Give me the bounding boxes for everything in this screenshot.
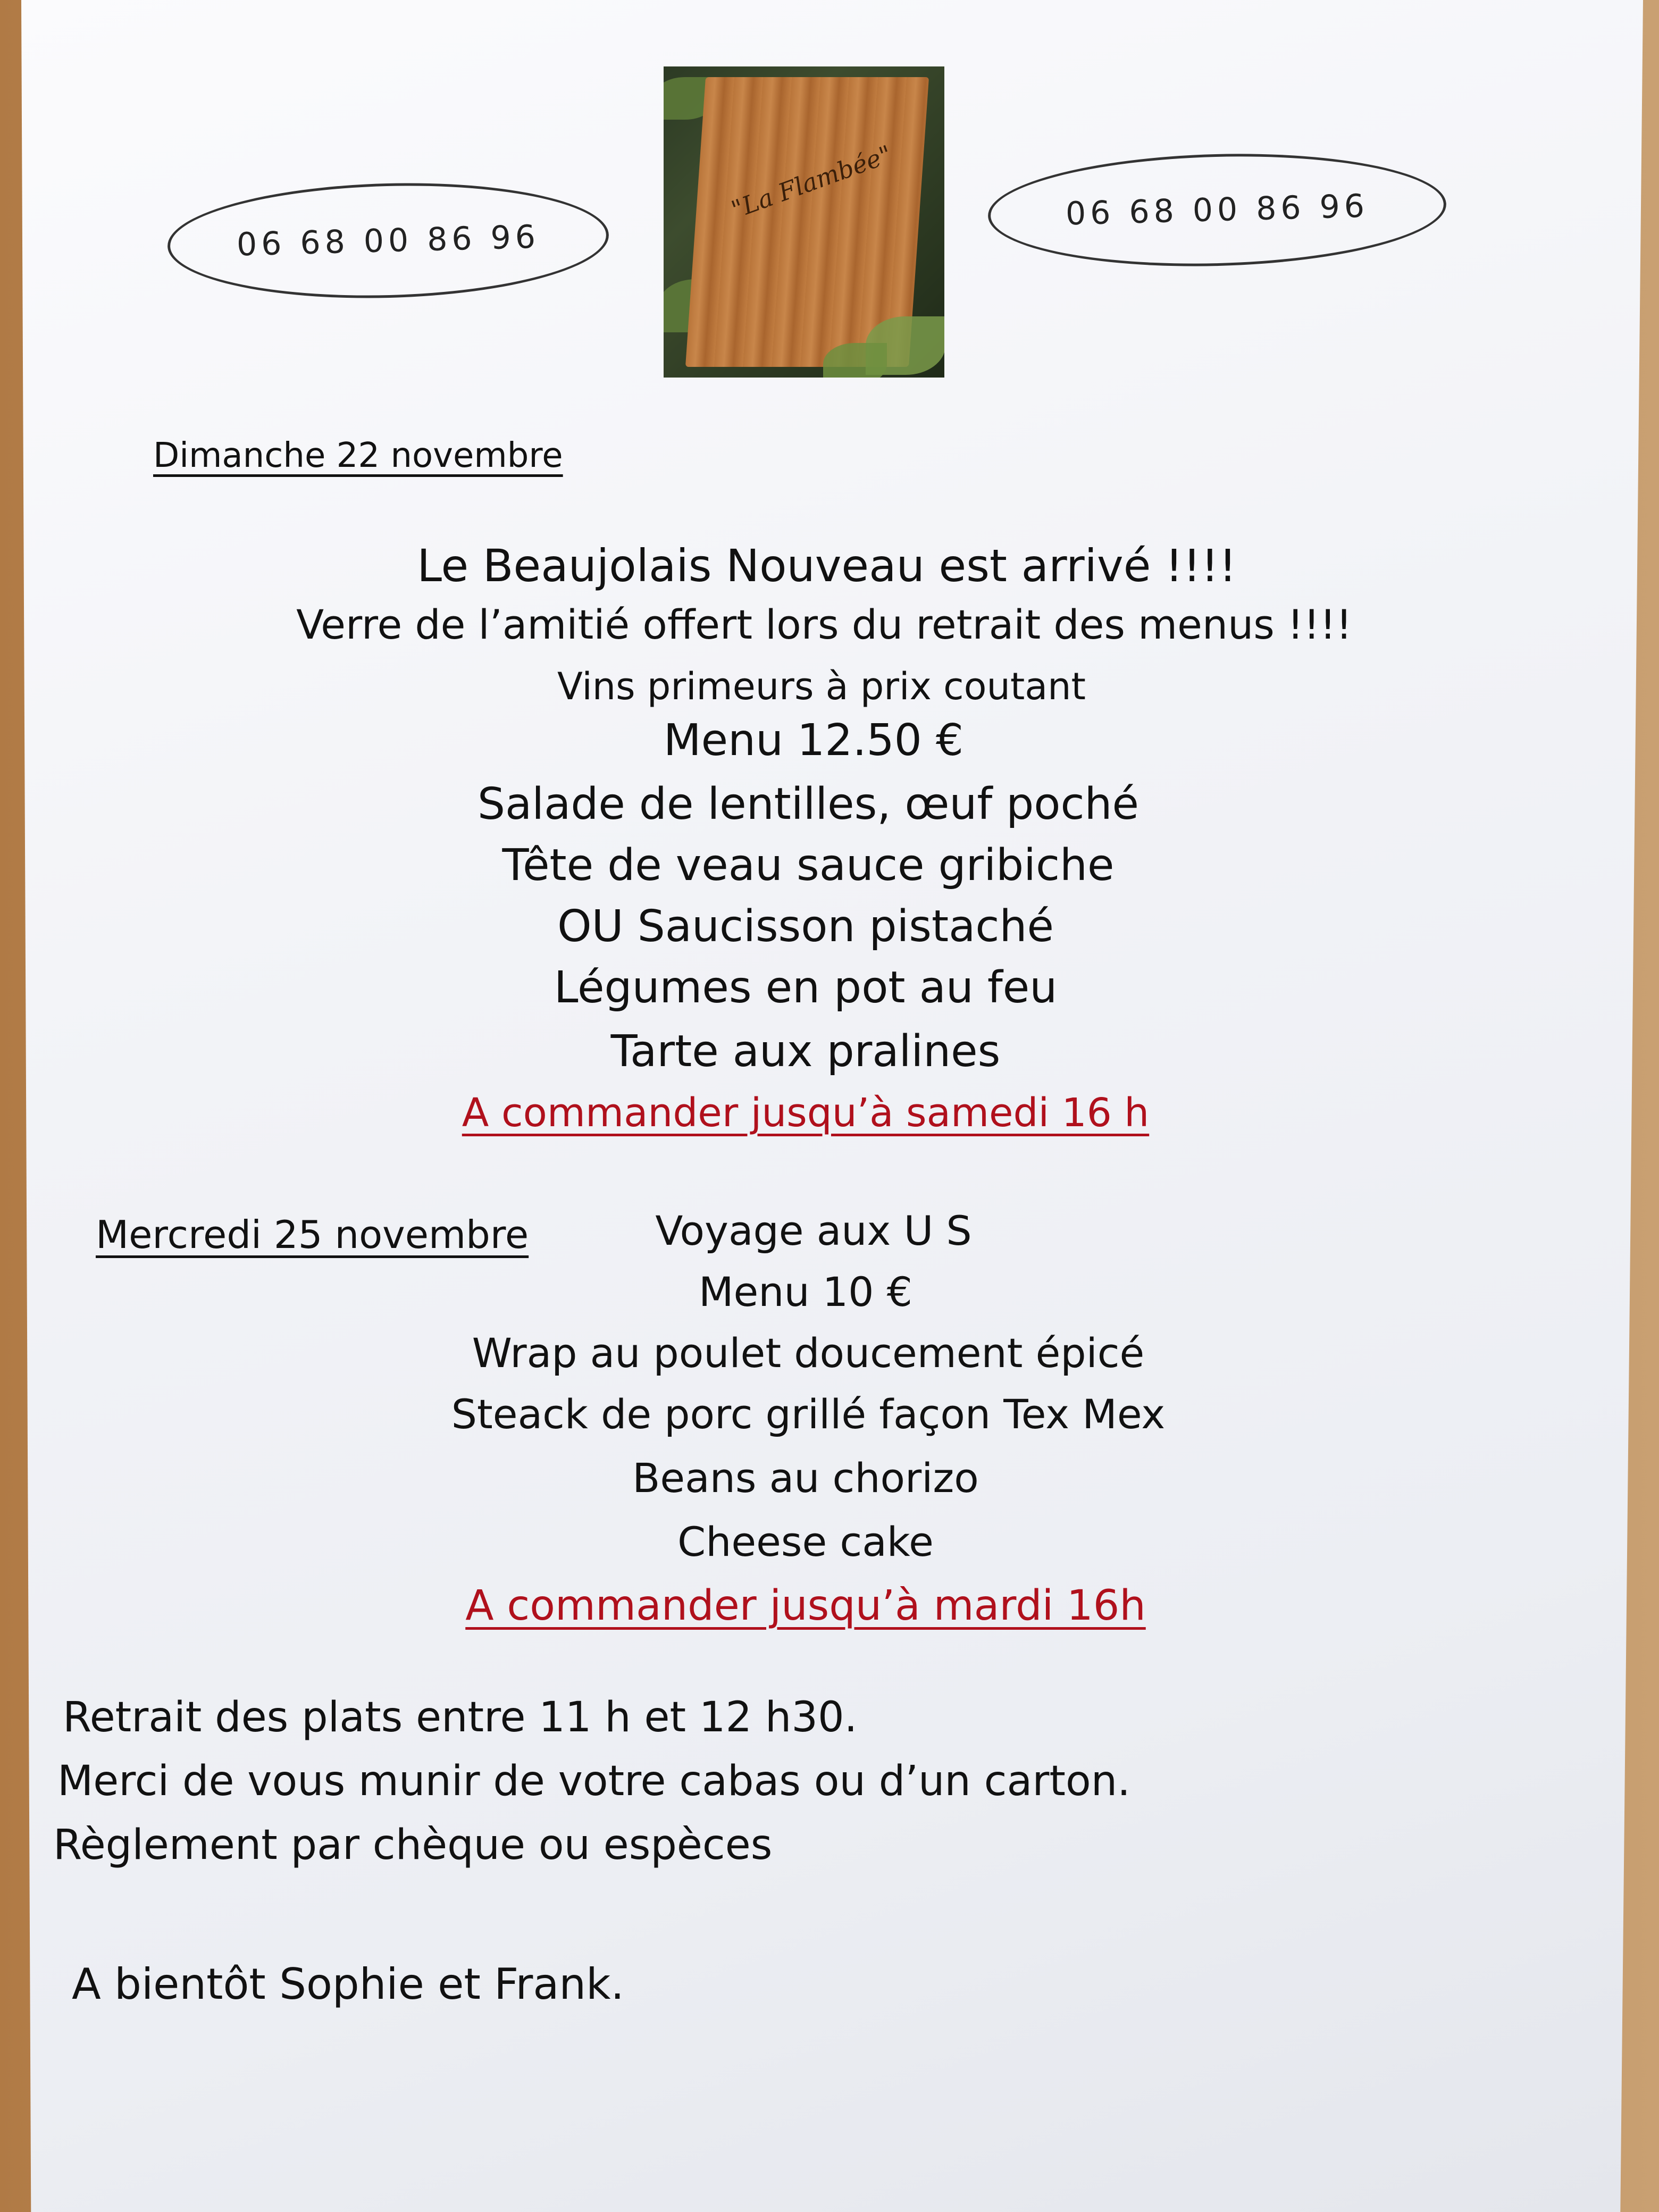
section2-menu-item: Beans au chorizo <box>632 1454 979 1502</box>
section2-menu-item: Cheese cake <box>677 1518 934 1565</box>
payment-info: Règlement par chèque ou espèces <box>53 1821 773 1869</box>
section1-menu-item: Tête de veau sauce gribiche <box>502 840 1115 891</box>
section1-subline: Verre de l’amitié offert lors du retrait des menus !!!! <box>296 601 1352 648</box>
section2-menu-price: Menu 10 € <box>698 1268 913 1316</box>
section2-menu-item: Steack de porc grillé façon Tex Mex <box>451 1390 1166 1438</box>
section1-headline: Le Beaujolais Nouveau est arrivé !!!! <box>417 540 1237 592</box>
pickup-info: Retrait des plats entre 11 h et 12 h30. <box>63 1694 858 1741</box>
section1-menu-item: Tarte aux pralines <box>610 1026 1001 1077</box>
phone-number-right-text: 06 68 00 86 96 <box>1065 187 1369 233</box>
section1-menu-item: OU Saucisson pistaché <box>557 901 1054 952</box>
section2-theme: Voyage aux U S <box>655 1207 972 1254</box>
section2-menu-item: Wrap au poulet doucement épicé <box>472 1329 1145 1377</box>
section1-menu-item: Légumes en pot au feu <box>554 962 1058 1013</box>
signoff: A bientôt Sophie et Frank. <box>72 1959 624 2009</box>
section1-date: Dimanche 22 novembre <box>153 436 563 475</box>
bag-info: Merci de vous munir de votre cabas ou d’un carton. <box>57 1757 1130 1805</box>
section2-order-deadline: A commander jusqu’à mardi 16h <box>465 1582 1146 1630</box>
restaurant-logo-photo <box>664 66 944 378</box>
phone-number-left-text: 06 68 00 86 96 <box>236 218 540 263</box>
section1-order-deadline: A commander jusqu’à samedi 16 h <box>462 1090 1150 1136</box>
logo-text: "La Flambée" <box>727 139 896 224</box>
section1-menu-item: Salade de lentilles, œuf poché <box>477 779 1139 830</box>
section1-wines: Vins primeurs à prix coutant <box>557 665 1086 708</box>
section1-menu-price: Menu 12.50 € <box>663 715 964 766</box>
section2-date: Mercredi 25 novembre <box>96 1212 529 1257</box>
